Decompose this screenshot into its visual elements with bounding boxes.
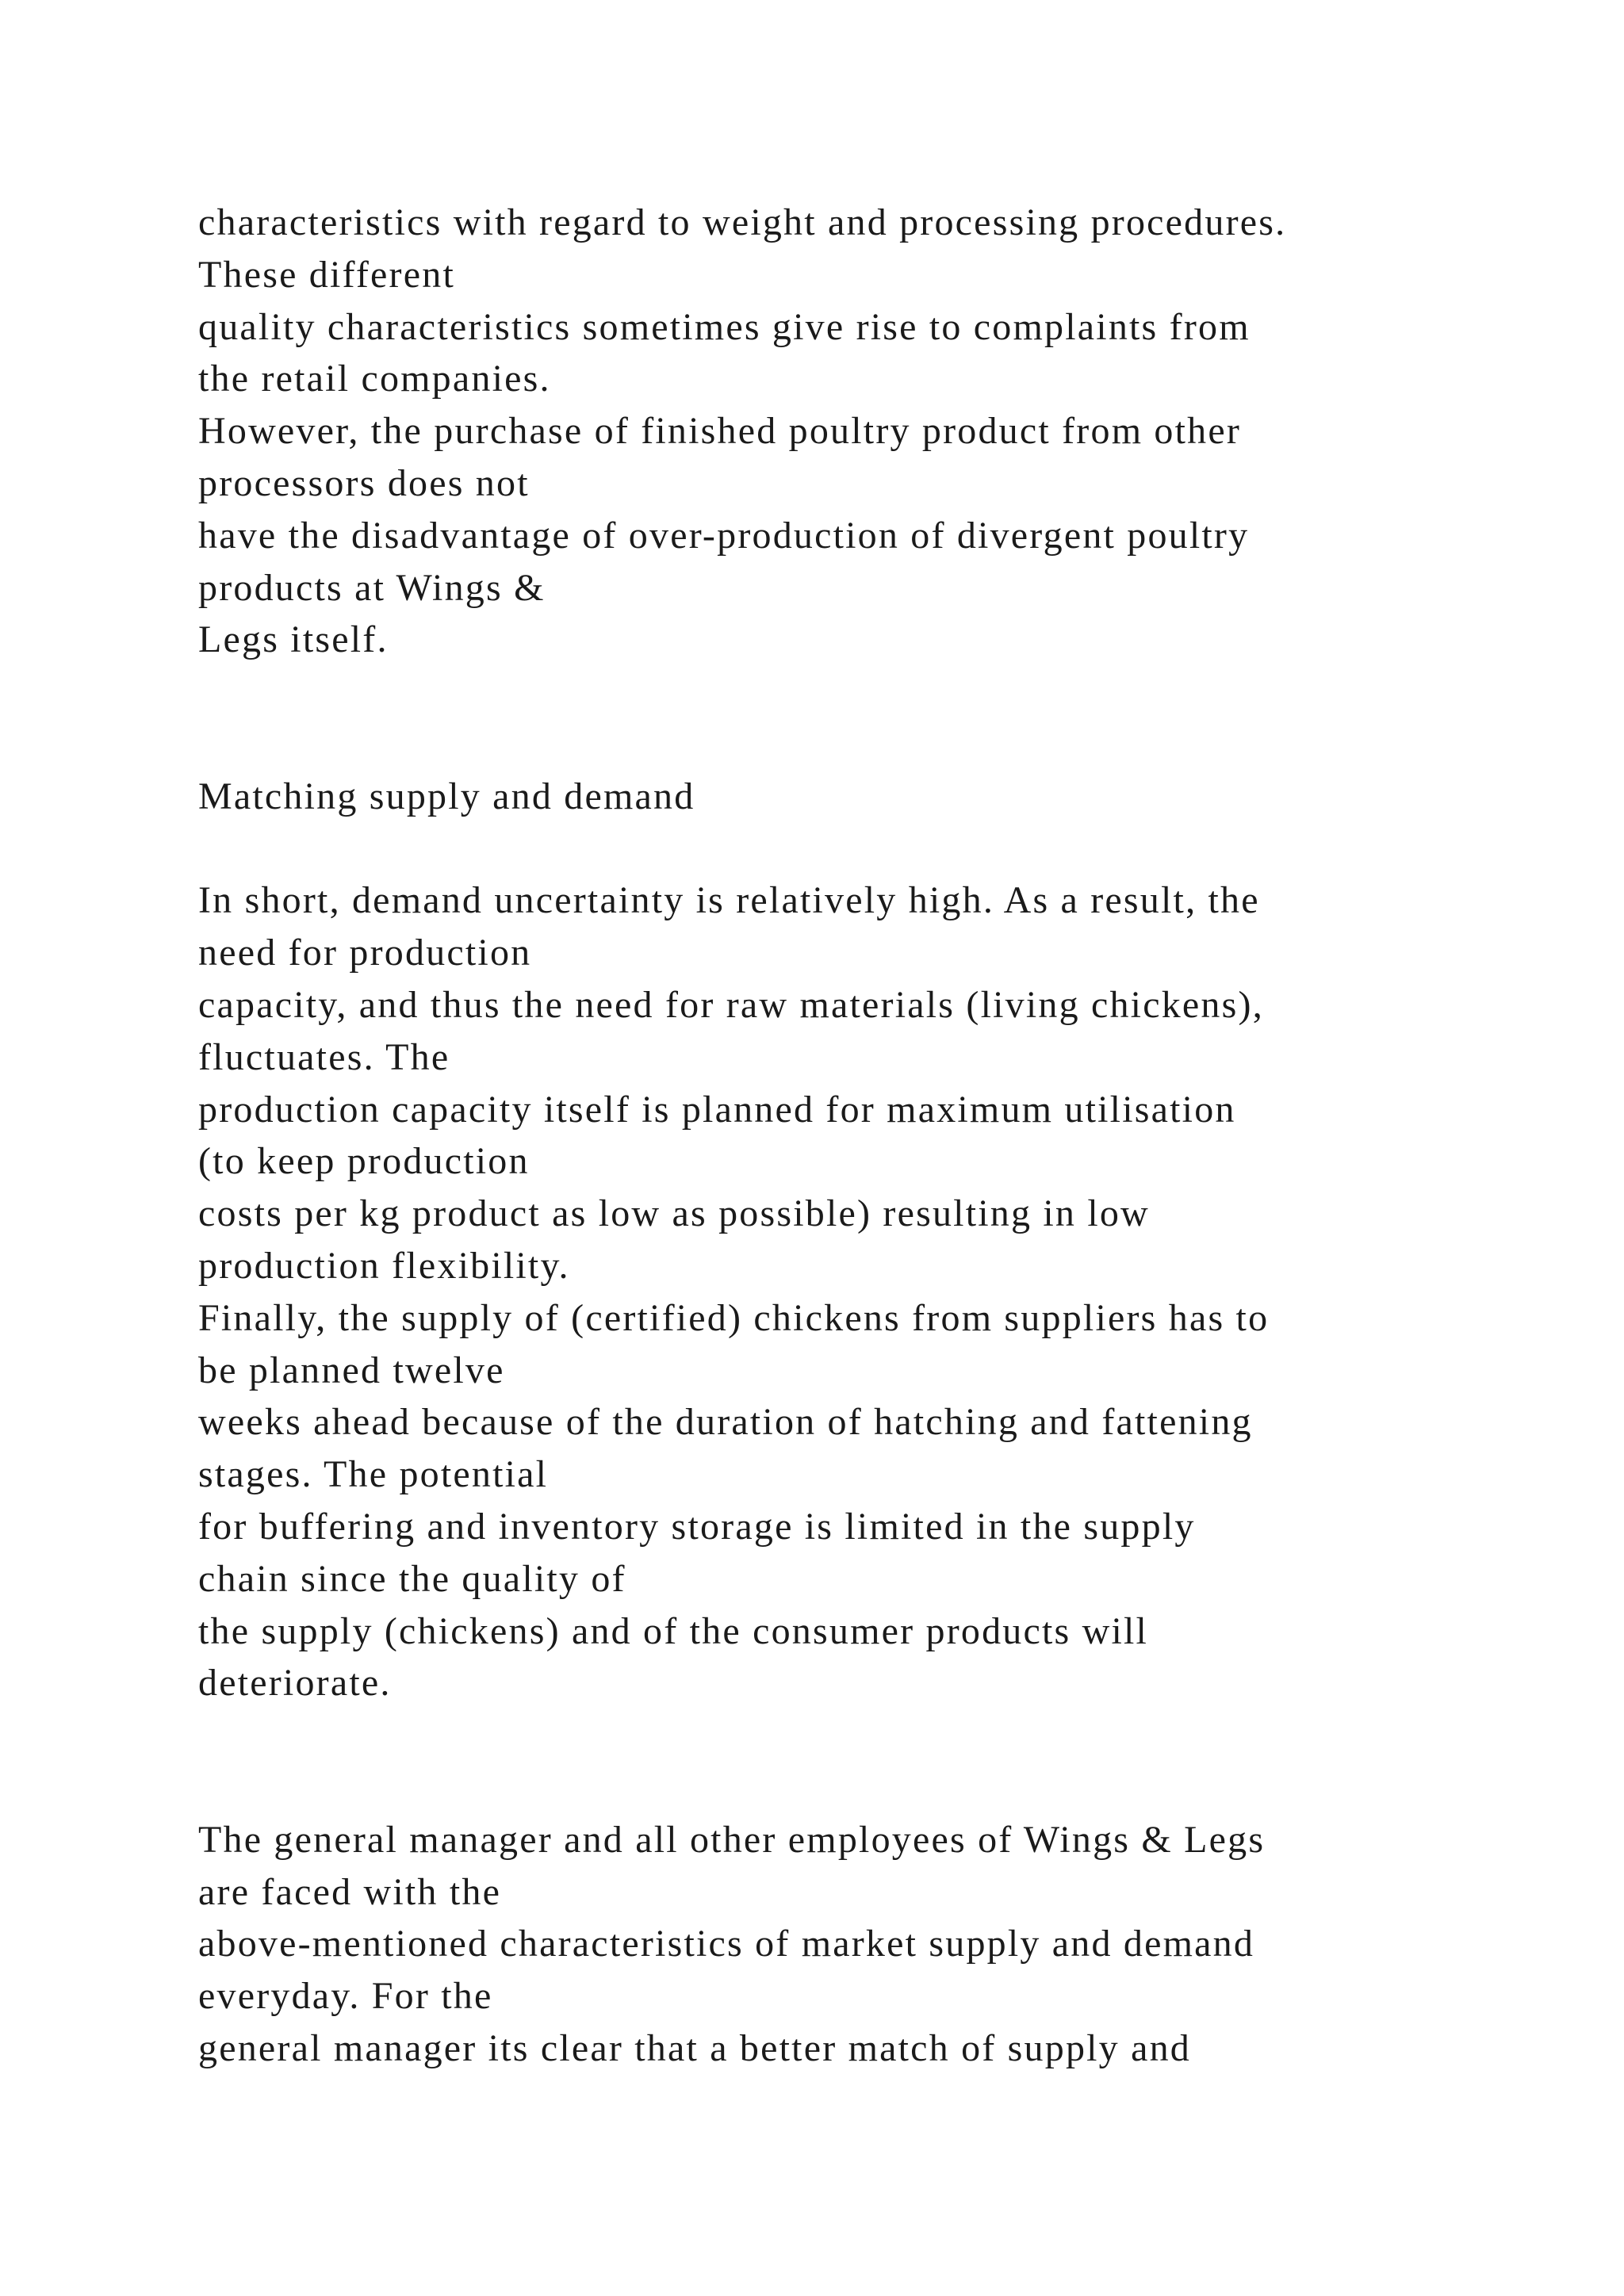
- text-line: However, the purchase of finished poultry product from other: [198, 410, 1242, 453]
- text-line: general manager its clear that a better match of supply and: [198, 2026, 1191, 2069]
- blank-line: [198, 823, 1530, 875]
- text-line: be planned twelve: [198, 1349, 505, 1391]
- document-body: [198, 197, 1530, 2075]
- blank-line: [198, 666, 1530, 718]
- text-line: need for production: [198, 932, 532, 974]
- text-line: These different: [198, 253, 455, 296]
- text-line: have the disadvantage of over-production of divergent poultry: [198, 514, 1250, 557]
- text-line: the retail companies.: [198, 358, 551, 400]
- text-line: production flexibility.: [198, 1244, 570, 1287]
- blank-line: [198, 1762, 1530, 1814]
- blank-line: [198, 1709, 1530, 1762]
- text-line: quality characteristics sometimes give rise to complaints from: [198, 305, 1251, 348]
- text-line: for buffering and inventory storage is limited in the supply: [198, 1505, 1196, 1548]
- text-line: Legs itself.: [198, 618, 389, 661]
- text-line: chain since the quality of: [198, 1557, 626, 1600]
- text-line: The general manager and all other employees of Wings & Legs: [198, 1818, 1266, 1861]
- text-line: are faced with the: [198, 1870, 502, 1913]
- text-line: fluctuates. The: [198, 1035, 450, 1078]
- blank-line: [198, 718, 1530, 771]
- text-line: deteriorate.: [198, 1662, 392, 1705]
- text-line: characteristics with regard to weight and processing procedures.: [198, 201, 1287, 243]
- text-line: Finally, the supply of (certified) chickens from suppliers has to: [198, 1296, 1270, 1339]
- text-line: everyday. For the: [198, 1975, 493, 2018]
- text-line: processors does not: [198, 461, 530, 504]
- text-line: costs per kg product as low as possible) resulting in low: [198, 1192, 1150, 1235]
- text-line: (to keep production: [198, 1140, 530, 1183]
- text-line: weeks ahead because of the duration of hatching and fattening: [198, 1401, 1253, 1444]
- section-heading: Matching supply and demand: [198, 775, 695, 817]
- text-line: products at Wings &: [198, 566, 546, 609]
- text-line: In short, demand uncertainty is relatively high. As a result, the: [198, 879, 1260, 922]
- text-line: stages. The potential: [198, 1453, 549, 1496]
- text-line: capacity, and thus the need for raw materials (living chickens),: [198, 983, 1264, 1026]
- text-line: the supply (chickens) and of the consumer products will: [198, 1609, 1149, 1652]
- text-line: production capacity itself is planned for maximum utilisation: [198, 1088, 1236, 1131]
- text-line: above-mentioned characteristics of market supply and demand: [198, 1923, 1255, 1965]
